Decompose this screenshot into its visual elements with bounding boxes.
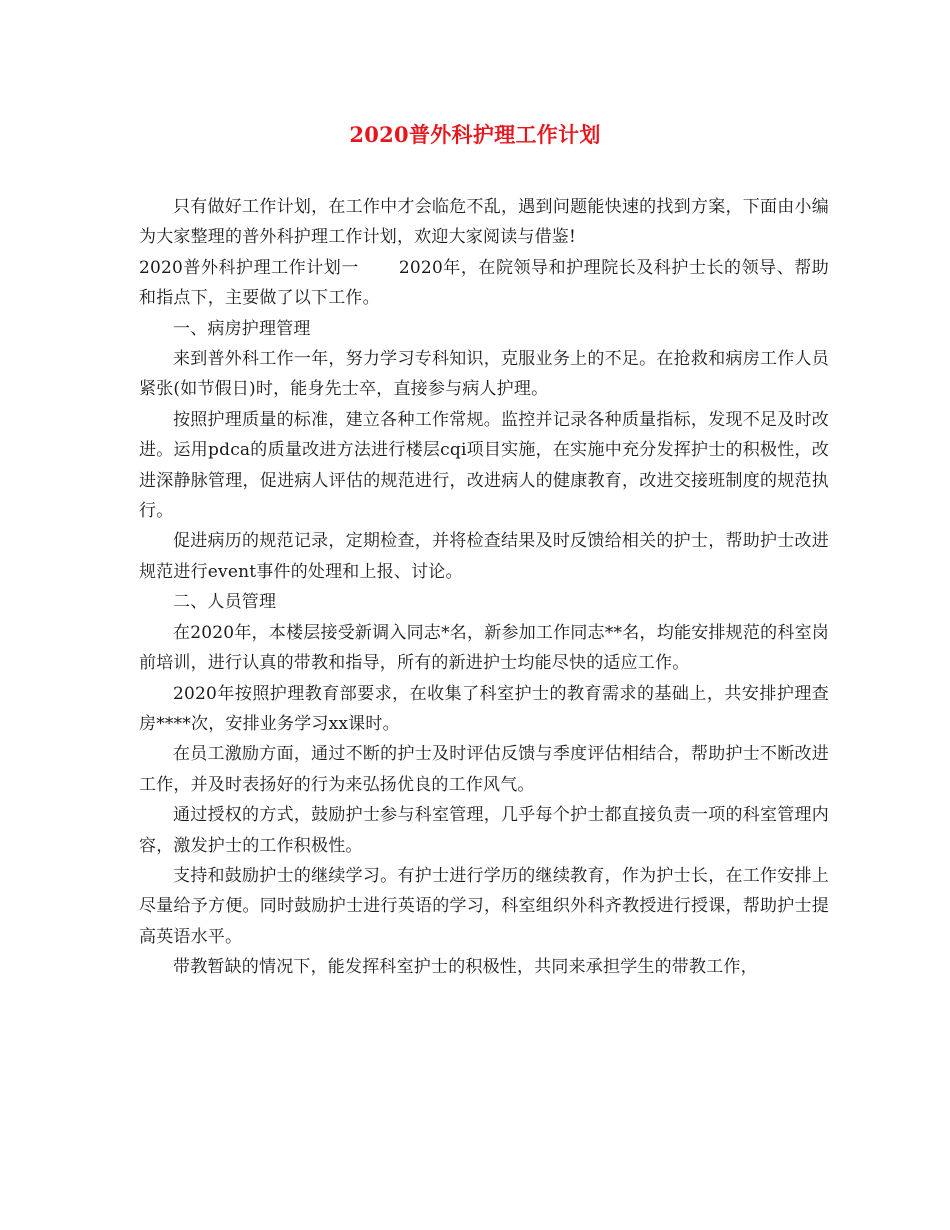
paragraph-7: 通过授权的方式，鼓励护士参与科室管理，几乎每个护士都直接负责一项的科室管理内容，激发护士的工作积极性。	[139, 805, 829, 856]
section-heading-2: 二、人员管理	[173, 592, 277, 613]
paragraph-6: 在员工激励方面，通过不断的护士及时评估反馈与季度评估相结合，帮助护士不断改进工作，并及时表扬好的行为来弘扬优良的工作风气。	[139, 744, 829, 795]
subtitle-paragraph	[139, 253, 829, 314]
paragraph-3: 促进病历的规范记录，定期检查，并将检查结果及时反馈给相关的护士，帮助护士改进规范进行event事件的处理和上报、讨论。	[139, 531, 829, 582]
paragraph-4: 在2020年，本楼层接受新调入同志*名，新参加工作同志**名，均能安排规范的科室岗前培训，进行认真的带教和指导，所有的新进护士均能尽快的适应工作。	[139, 622, 829, 674]
paragraph-8: 支持和鼓励护士的继续学习。有护士进行学历的继续教育，作为护士长，在工作安排上尽量给予方便。同时鼓励护士进行英语的学习，科室组织外科齐教授进行授课，帮助护士提高英语水平。	[139, 865, 829, 947]
document-title: 2020普外科护理工作计划	[349, 122, 601, 147]
paragraph-9: 带教暂缺的情况下，能发挥科室护士的积极性，共同来承担学生的带教工作，	[173, 957, 758, 978]
section-heading-1: 一、病房护理管理	[173, 318, 311, 339]
subtitle: 2020普外科护理工作计划一	[139, 257, 359, 278]
paragraph-5: 2020年按照护理教育部要求，在收集了科室护士的教育需求的基础上，共安排护理查房****次，安排业务学习xx课时。	[139, 683, 829, 734]
subtitle-text: 2020年，在院领导和护理院长及科护士长的领导、帮助和指点下，主要做了以下工作。	[139, 257, 829, 309]
intro-paragraph: 只有做好工作计划，在工作中才会临危不乱，遇到问题能快速的找到方案，下面由小编为大家整理的普外科护理工作计划，欢迎大家阅读与借鉴!	[139, 197, 829, 248]
paragraph-1: 来到普外科工作一年，努力学习专科知识，克服业务上的不足。在抢救和病房工作人员紧张(如节假日)时，能身先士卒，直接参与病人护理。	[139, 349, 829, 400]
document-body	[139, 192, 829, 983]
paragraph-2: 按照护理质量的标准，建立各种工作常规。监控并记录各种质量指标，发现不足及时改进。运用pdca的质量改进方法进行楼层cqi项目实施，在实施中充分发挥护士的积极性，改进深静脉管理，促进病人评估的规范进行，改进病人的健康教育，改进交接班制度的规范执行。	[139, 409, 829, 522]
